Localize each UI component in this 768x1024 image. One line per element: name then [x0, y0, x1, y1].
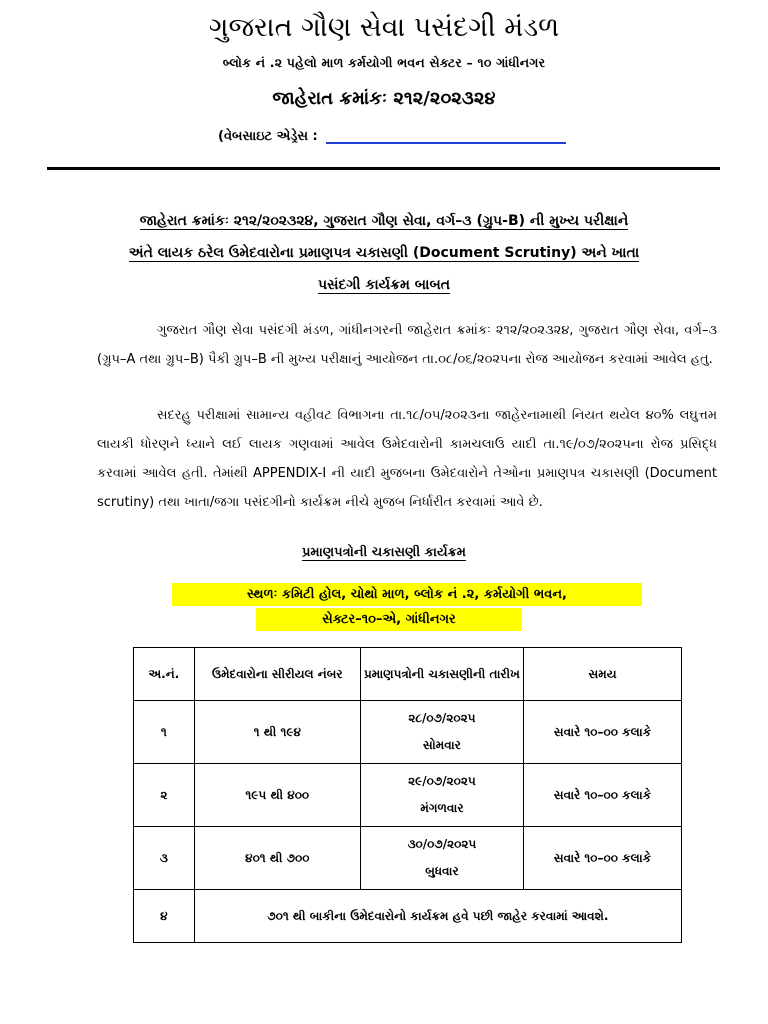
time-cell: સવારે ૧૦–૦૦ કલાકે: [524, 701, 682, 764]
website-label: (વેબસાઇટ એડ્રેસ :: [218, 129, 318, 144]
subject-line-2: અંતે લાયક ઠરેલ ઉમેદવારોના પ્રમાણપત્ર ચકાસણી (Document Scrutiny) અને ખાતા: [128, 245, 640, 261]
paragraph-2-text: સદરહુ પરીક્ષામાં સામાન્ય વહીવટ વિભાગના તા.૧૮/૦૫/૨૦૨૩ના જાહેરનામાથી નિયત થયેલ ૪૦% લઘુત્તમ લાયકી ધોરણને ધ્યાને લઈ લાયક ગણવામાં આવેલ ઉમેદવારોની કામચલાઉ યાદી તા.૧૯/૦૭/૨૦૨૫ના રોજ પ્રસિદ્ધ કરવામાં આવેલ હતી. તેમાંથી APPENDIX-I ની યાદી મુજબના ઉમેદવારોને તેઓના પ્રમાણપત્ર ચકાસણી (Document scrutiny) તથા ખાતા/જગા પસંદગીનો કાર્યક્રમ નીચે મુજબ નિર્ધારીત કરવામાં આવે છે.: [97, 408, 717, 510]
subject-line-1: જાહેરાત ક્રમાંકઃ ૨૧૨/૨૦૨૩૨૪, ગુજરાત ગૌણ સેવા, વર્ગ–૩ (ગ્રુપ-B) ની મુખ્ય પરીક્ષાને: [139, 213, 629, 229]
scrutiny-date: ૩૦/૦૭/૨૦૨૫: [407, 837, 477, 851]
header-scrutiny-date: પ્રમાણપત્રોની ચકાસણીની તારીખ: [360, 648, 523, 701]
header-time: સમય: [524, 648, 682, 701]
paragraph-1-text: ગુજરાત ગૌણ સેવા પસંદગી મંડળ, ગાંધીનગરની જાહેરાત ક્રમાંકઃ ૨૧૨/૨૦૨૩૨૪, ગુજરાત ગૌણ સેવા, વર્ગ–૩ (ગ્રુપ–A તથા ગ્રુપ–B) પૈકી ગ્રુપ–B ની મુખ્ય પરીક્ષાનું આયોજન તા.૦૮/૦૬/૨૦૨૫ના રોજ આયોજન કરવામાં આવેલ હતુ.: [97, 323, 717, 367]
table-row: [134, 764, 682, 827]
body-paragraph-1: [97, 316, 717, 374]
board-address: બ્લોક નં .૨ પહેલો માળ કર્મયોગી ભવન સેક્ટર – ૧૦ ગાંધીનગર: [222, 55, 546, 70]
venue-line-2: સેક્ટર–૧૦–એ, ગાંધીનગર: [256, 608, 522, 631]
row-number: ૪: [134, 890, 195, 943]
header-sr-no: અ.નં.: [134, 648, 195, 701]
schedule-heading-text: પ્રમાણપત્રોની ચકાસણી કાર્યક્રમ: [302, 545, 466, 560]
date-cell: [360, 701, 523, 764]
scrutiny-day: બુધવાર: [425, 864, 459, 878]
serial-range: ૪૦૧ થી ૭૦૦: [194, 827, 360, 890]
date-cell: [360, 764, 523, 827]
scrutiny-day: મંગળવાર: [420, 801, 464, 815]
table-row-remaining: [134, 890, 682, 943]
header-serial-range: ઉમેદવારોના સીરીયલ નંબર: [194, 648, 360, 701]
row-number: ૧: [134, 701, 195, 764]
body-paragraph-2: [97, 401, 717, 517]
serial-range: ૧ થી ૧૯૪: [194, 701, 360, 764]
advertisement-number: જાહેરાત ક્રમાંકઃ ૨૧૨/૨૦૨૩૨૪: [272, 88, 496, 109]
website-link-blank[interactable]: [326, 128, 566, 144]
date-cell: [360, 827, 523, 890]
subject-block: [60, 205, 708, 301]
header-divider: [47, 167, 720, 170]
venue-line-1: સ્થળઃ કમિટી હોલ, ચોથો માળ, બ્લોક નં .૨, કર્મયોગી ભવન,: [172, 583, 642, 606]
table-row: [134, 701, 682, 764]
row-number: ૩: [134, 827, 195, 890]
website-line: [218, 128, 566, 144]
scrutiny-day: સોમવાર: [423, 738, 461, 752]
row-number: ૨: [134, 764, 195, 827]
time-cell: સવારે ૧૦–૦૦ કલાકે: [524, 827, 682, 890]
board-title: ગુજરાત ગૌણ સેવા પસંદગી મંડળ: [208, 12, 560, 43]
scrutiny-date: ૨૯/૦૭/૨૦૨૫: [408, 774, 476, 788]
scrutiny-date: ૨૮/૦૭/૨૦૨૫: [408, 711, 476, 725]
time-cell: સવારે ૧૦–૦૦ કલાકે: [524, 764, 682, 827]
table-header-row: [134, 648, 682, 701]
serial-range: ૧૯૫ થી ૪૦૦: [194, 764, 360, 827]
subject-line-3: પસંદગી કાર્યક્રમ બાબત: [318, 277, 450, 293]
table-row: [134, 827, 682, 890]
schedule-heading: [0, 545, 768, 560]
schedule-table: [133, 647, 682, 943]
remaining-candidates-note: ૭૦૧ થી બાકીના ઉમેદવારોનો કાર્યક્રમ હવે પછી જાહેર કરવામાં આવશે.: [194, 890, 681, 943]
